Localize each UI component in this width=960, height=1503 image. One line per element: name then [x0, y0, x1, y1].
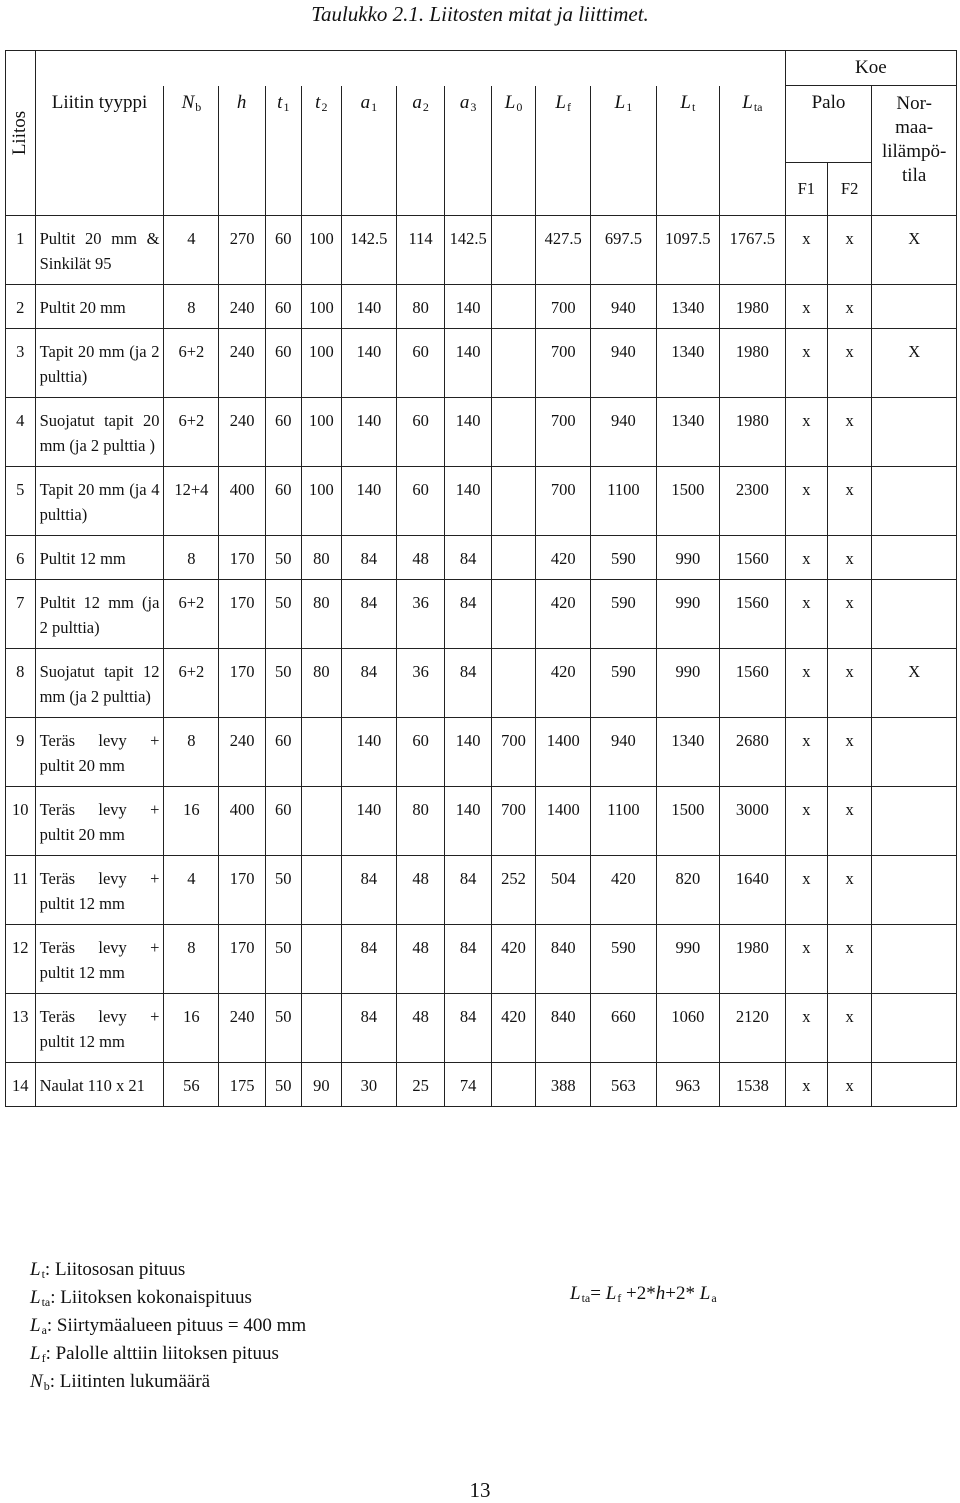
col-header: $a_3$ — [445, 86, 491, 216]
table-cell — [872, 580, 957, 649]
table-cell: 12+4 — [164, 467, 219, 536]
row-number: 3 — [6, 329, 36, 398]
table-cell: x — [785, 994, 827, 1063]
table-cell: 240 — [219, 718, 265, 787]
table-cell: 140 — [341, 329, 396, 398]
table-cell: 48 — [396, 994, 445, 1063]
table-cell: 2300 — [720, 467, 786, 536]
table-cell: 100 — [301, 216, 341, 285]
table-cell: 140 — [341, 787, 396, 856]
table-cell: 4 — [164, 856, 219, 925]
table-cell: x — [785, 580, 827, 649]
table-cell: 1538 — [720, 1063, 786, 1107]
table-cell: 36 — [396, 649, 445, 718]
col-header: $t_1$ — [265, 86, 301, 216]
table-cell: 700 — [536, 285, 591, 329]
table-cell: 840 — [536, 925, 591, 994]
table-cell: 1060 — [656, 994, 719, 1063]
table-cell: 100 — [301, 285, 341, 329]
table-cell: 700 — [536, 398, 591, 467]
table-cell: 60 — [265, 467, 301, 536]
connector-type: Pultit 20 mm & Sinkilät 95 — [35, 216, 164, 285]
table-cell: 140 — [445, 787, 491, 856]
table-cell: 114 — [396, 216, 445, 285]
connector-type: Suojatut tapit 20 mm (ja 2 pulttia ) — [35, 398, 164, 467]
table-cell — [872, 285, 957, 329]
table-cell: x — [785, 467, 827, 536]
table-row — [6, 787, 957, 856]
table-row — [6, 398, 957, 467]
table-cell: 60 — [396, 467, 445, 536]
table-cell — [872, 467, 957, 536]
legend-item: $N_b$: Liitinten lukumäärä — [30, 1371, 211, 1393]
table-cell — [872, 718, 957, 787]
table-cell: 990 — [656, 925, 719, 994]
table-cell: x — [827, 398, 871, 467]
table-cell: 16 — [164, 994, 219, 1063]
table-cell: x — [827, 925, 871, 994]
table-cell: 1500 — [656, 787, 719, 856]
table-cell — [872, 1063, 957, 1107]
table-cell: 427.5 — [536, 216, 591, 285]
table-cell — [301, 718, 341, 787]
table-cell: x — [827, 285, 871, 329]
table-cell: 420 — [491, 925, 535, 994]
table-cell: 50 — [265, 580, 301, 649]
table-cell: 990 — [656, 649, 719, 718]
table-cell — [872, 856, 957, 925]
connector-type: Pultit 12 mm — [35, 536, 164, 580]
table-cell — [872, 398, 957, 467]
connector-type: Pultit 12 mm (ja 2 pulttia) — [35, 580, 164, 649]
table-body — [6, 216, 957, 1107]
table-cell: 84 — [341, 536, 396, 580]
table-cell: 84 — [445, 649, 491, 718]
length-formula: $L_{ta}= L_f +2*h+2*$ $L_a$ — [570, 1283, 717, 1305]
table-cell: 1980 — [720, 285, 786, 329]
table-cell: 48 — [396, 536, 445, 580]
table-row — [6, 536, 957, 580]
col-header: $N_b$ — [164, 86, 219, 216]
table-cell: x — [785, 856, 827, 925]
table-cell: 100 — [301, 329, 341, 398]
table-row — [6, 467, 957, 536]
table-cell — [491, 536, 535, 580]
row-number: 1 — [6, 216, 36, 285]
table-cell: 940 — [591, 329, 656, 398]
table-cell: 50 — [265, 994, 301, 1063]
table-cell: 30 — [341, 1063, 396, 1107]
table-cell: x — [827, 787, 871, 856]
table-cell: 16 — [164, 787, 219, 856]
table-cell: x — [827, 856, 871, 925]
table-cell: x — [827, 329, 871, 398]
table-cell: 240 — [219, 329, 265, 398]
table-cell: 270 — [219, 216, 265, 285]
table-cell: x — [785, 216, 827, 285]
table-cell: 84 — [445, 580, 491, 649]
col-header: $L_1$ — [591, 86, 656, 216]
table-cell: 1097.5 — [656, 216, 719, 285]
page-title: Taulukko 2.1. Liitosten mitat ja liittimet. — [311, 2, 649, 26]
table-cell: 50 — [265, 1063, 301, 1107]
table-cell: 1560 — [720, 536, 786, 580]
table-cell: 697.5 — [591, 216, 656, 285]
table-cell: 6+2 — [164, 398, 219, 467]
table-cell: 1100 — [591, 467, 656, 536]
table-cell: 8 — [164, 285, 219, 329]
table-cell: 60 — [265, 329, 301, 398]
table-cell: 700 — [536, 467, 591, 536]
table-cell: 420 — [491, 994, 535, 1063]
table-cell: X — [872, 649, 957, 718]
col-header: $L_0$ — [491, 86, 535, 216]
table-cell: 820 — [656, 856, 719, 925]
table-cell: 50 — [265, 925, 301, 994]
col-header: $a_2$ — [396, 86, 445, 216]
table-cell: 48 — [396, 925, 445, 994]
table-row — [6, 856, 957, 925]
table-cell: 990 — [656, 536, 719, 580]
table-cell: 140 — [341, 398, 396, 467]
table-cell: 1980 — [720, 329, 786, 398]
table-cell — [491, 467, 535, 536]
connector-type: Naulat 110 x 21 — [35, 1063, 164, 1107]
row-number: 10 — [6, 787, 36, 856]
table-cell: x — [827, 718, 871, 787]
table-cell: 240 — [219, 398, 265, 467]
connector-type: Pultit 20 mm — [35, 285, 164, 329]
table-cell: x — [785, 329, 827, 398]
table-row — [6, 580, 957, 649]
table-cell — [872, 536, 957, 580]
table-cell: 100 — [301, 398, 341, 467]
col-header: $a_1$ — [341, 86, 396, 216]
row-number: 7 — [6, 580, 36, 649]
table-cell: 1640 — [720, 856, 786, 925]
table-cell: 590 — [591, 649, 656, 718]
table-cell: 420 — [536, 580, 591, 649]
table-cell: 84 — [341, 649, 396, 718]
table-cell: 56 — [164, 1063, 219, 1107]
table-cell: 700 — [536, 329, 591, 398]
f2-header: F2 — [827, 163, 871, 216]
table-cell: 6+2 — [164, 580, 219, 649]
table-cell: 80 — [301, 536, 341, 580]
table-cell: 1400 — [536, 718, 591, 787]
col-header: $t_2$ — [301, 86, 341, 216]
table-cell — [491, 216, 535, 285]
table-cell: 50 — [265, 536, 301, 580]
table-cell: 84 — [341, 580, 396, 649]
row-number: 8 — [6, 649, 36, 718]
table-cell: x — [785, 925, 827, 994]
table-cell: x — [827, 580, 871, 649]
connector-type: Teräs levy + pultit 12 mm — [35, 856, 164, 925]
table-cell: 48 — [396, 856, 445, 925]
table-cell: 170 — [219, 536, 265, 580]
table-cell: 84 — [445, 856, 491, 925]
table-row — [6, 925, 957, 994]
tyyppi-header: Liitin tyyppi — [35, 86, 164, 216]
table-cell: 563 — [591, 1063, 656, 1107]
table-cell: 963 — [656, 1063, 719, 1107]
table-cell: 700 — [491, 718, 535, 787]
table-cell: 8 — [164, 925, 219, 994]
table-cell: 8 — [164, 718, 219, 787]
table-cell: 1340 — [656, 285, 719, 329]
table-cell — [301, 787, 341, 856]
table-cell: 1767.5 — [720, 216, 786, 285]
row-number: 9 — [6, 718, 36, 787]
connections-table — [5, 50, 957, 1107]
table-cell: 140 — [341, 285, 396, 329]
table-cell — [872, 787, 957, 856]
table-cell: 2120 — [720, 994, 786, 1063]
table-cell: 6+2 — [164, 649, 219, 718]
row-number: 4 — [6, 398, 36, 467]
table-cell — [872, 925, 957, 994]
legend-item: $L_f$: Palolle alttiin liitoksen pituus — [30, 1343, 279, 1365]
legend-item: $L_t$: Liitososan pituus — [30, 1259, 186, 1281]
table-cell — [301, 856, 341, 925]
table-cell: 1100 — [591, 787, 656, 856]
table-cell: X — [872, 329, 957, 398]
table-cell: 252 — [491, 856, 535, 925]
col-header: $L_t$ — [656, 86, 719, 216]
table-cell: 6+2 — [164, 329, 219, 398]
table-row — [6, 718, 957, 787]
table-cell: 1980 — [720, 925, 786, 994]
table-cell: 400 — [219, 467, 265, 536]
table-cell: 50 — [265, 649, 301, 718]
table-cell — [491, 398, 535, 467]
table-cell: 50 — [265, 856, 301, 925]
table-row — [6, 329, 957, 398]
table-cell: 80 — [301, 580, 341, 649]
table-cell: 60 — [265, 216, 301, 285]
table-cell: 170 — [219, 856, 265, 925]
table-cell: 940 — [591, 398, 656, 467]
table-cell: 84 — [445, 994, 491, 1063]
table-cell: 140 — [341, 467, 396, 536]
table-cell: 590 — [591, 925, 656, 994]
table-cell: 170 — [219, 925, 265, 994]
table-cell — [491, 580, 535, 649]
table-cell: 80 — [396, 285, 445, 329]
table-cell: x — [827, 216, 871, 285]
table-cell: 420 — [591, 856, 656, 925]
table-cell: 140 — [445, 398, 491, 467]
table-cell: 84 — [341, 856, 396, 925]
connector-type: Teräs levy + pultit 20 mm — [35, 718, 164, 787]
header-spacer — [35, 51, 785, 86]
header-row-top — [6, 51, 957, 86]
table-row — [6, 285, 957, 329]
connector-type: Tapit 20 mm (ja 4 pulttia) — [35, 467, 164, 536]
row-number: 11 — [6, 856, 36, 925]
table-cell: 240 — [219, 994, 265, 1063]
table-cell: 140 — [445, 467, 491, 536]
connector-type: Teräs levy + pultit 12 mm — [35, 925, 164, 994]
table-cell: 170 — [219, 580, 265, 649]
table-cell: 1560 — [720, 649, 786, 718]
table-cell: x — [785, 1063, 827, 1107]
connector-type: Tapit 20 mm (ja 2 pulttia) — [35, 329, 164, 398]
table-row — [6, 994, 957, 1063]
table-cell — [491, 649, 535, 718]
table-cell: 60 — [396, 329, 445, 398]
table-row — [6, 649, 957, 718]
table-cell: x — [785, 536, 827, 580]
table-cell: 1400 — [536, 787, 591, 856]
table-cell: 420 — [536, 649, 591, 718]
normaali-header: Nor- maa- lilämpö- tila — [872, 86, 957, 216]
table-cell — [301, 994, 341, 1063]
table-cell — [301, 925, 341, 994]
table-cell: 175 — [219, 1063, 265, 1107]
table-cell: 80 — [301, 649, 341, 718]
table-cell: 142.5 — [341, 216, 396, 285]
table-cell: 660 — [591, 994, 656, 1063]
legend-item: $L_a$: Siirtymäalueen pituus = 400 mm — [30, 1315, 307, 1337]
col-header: $L_{ta}$ — [720, 86, 786, 216]
table-cell: 140 — [341, 718, 396, 787]
table-cell: 1500 — [656, 467, 719, 536]
table-row — [6, 216, 957, 285]
table-cell: 140 — [445, 718, 491, 787]
table-cell: 2680 — [720, 718, 786, 787]
table-cell: 140 — [445, 329, 491, 398]
table-cell: x — [785, 285, 827, 329]
connector-type: Teräs levy + pultit 12 mm — [35, 994, 164, 1063]
table-cell: X — [872, 216, 957, 285]
row-number: 5 — [6, 467, 36, 536]
row-number: 12 — [6, 925, 36, 994]
table-cell: 590 — [591, 580, 656, 649]
table-cell: 700 — [491, 787, 535, 856]
table-cell: 100 — [301, 467, 341, 536]
table-cell: 388 — [536, 1063, 591, 1107]
table-cell: 84 — [445, 925, 491, 994]
table-cell: 240 — [219, 285, 265, 329]
table-cell: 90 — [301, 1063, 341, 1107]
table-cell: 3000 — [720, 787, 786, 856]
table-cell: x — [785, 649, 827, 718]
row-number: 13 — [6, 994, 36, 1063]
table-cell: 74 — [445, 1063, 491, 1107]
table-cell: 990 — [656, 580, 719, 649]
table-cell: 80 — [396, 787, 445, 856]
row-number: 14 — [6, 1063, 36, 1107]
row-number: 6 — [6, 536, 36, 580]
table-cell: x — [785, 398, 827, 467]
table-cell: 1340 — [656, 329, 719, 398]
table-cell: 60 — [265, 718, 301, 787]
koe-header: Koe — [785, 51, 956, 86]
table-cell: 4 — [164, 216, 219, 285]
palo-header: Palo — [785, 86, 872, 163]
table-cell: 36 — [396, 580, 445, 649]
table-cell: x — [827, 536, 871, 580]
table-row — [6, 1063, 957, 1107]
header-row-main — [6, 86, 957, 163]
connector-type: Suojatut tapit 12 mm (ja 2 pulttia) — [35, 649, 164, 718]
page-number: 13 — [469, 1478, 491, 1502]
table-cell: 940 — [591, 285, 656, 329]
table-cell: 60 — [265, 285, 301, 329]
liitos-header: Liitos — [6, 51, 36, 216]
table-cell — [872, 994, 957, 1063]
f1-header: F1 — [785, 163, 827, 216]
table-cell: 1980 — [720, 398, 786, 467]
table-cell: x — [785, 718, 827, 787]
table-cell: 400 — [219, 787, 265, 856]
col-header: $L_f$ — [536, 86, 591, 216]
legend — [30, 1258, 306, 1398]
table-cell: x — [827, 1063, 871, 1107]
table-cell: x — [827, 467, 871, 536]
row-number: 2 — [6, 285, 36, 329]
table-cell: 1340 — [656, 718, 719, 787]
table-cell: 84 — [341, 994, 396, 1063]
table-cell: x — [827, 994, 871, 1063]
table-cell: 84 — [445, 536, 491, 580]
table-cell: 170 — [219, 649, 265, 718]
table-cell: 590 — [591, 536, 656, 580]
table-cell: 60 — [265, 398, 301, 467]
table-cell: 142.5 — [445, 216, 491, 285]
table-cell: 60 — [265, 787, 301, 856]
table-cell — [491, 329, 535, 398]
table-cell: 60 — [396, 718, 445, 787]
col-header: h — [219, 86, 265, 216]
table-cell: 60 — [396, 398, 445, 467]
connector-type: Teräs levy + pultit 20 mm — [35, 787, 164, 856]
table-cell: 84 — [341, 925, 396, 994]
table-cell: 840 — [536, 994, 591, 1063]
table-cell: 8 — [164, 536, 219, 580]
table-cell: 1560 — [720, 580, 786, 649]
table-cell: 940 — [591, 718, 656, 787]
table-cell — [491, 285, 535, 329]
legend-item: $L_{ta}$: Liitoksen kokonaispituus — [30, 1287, 252, 1309]
table-cell: 140 — [445, 285, 491, 329]
table-cell: 504 — [536, 856, 591, 925]
table-cell — [491, 1063, 535, 1107]
table-cell: x — [827, 649, 871, 718]
table-cell: 1340 — [656, 398, 719, 467]
table-cell: 25 — [396, 1063, 445, 1107]
table-cell: 420 — [536, 536, 591, 580]
table-cell: x — [785, 787, 827, 856]
